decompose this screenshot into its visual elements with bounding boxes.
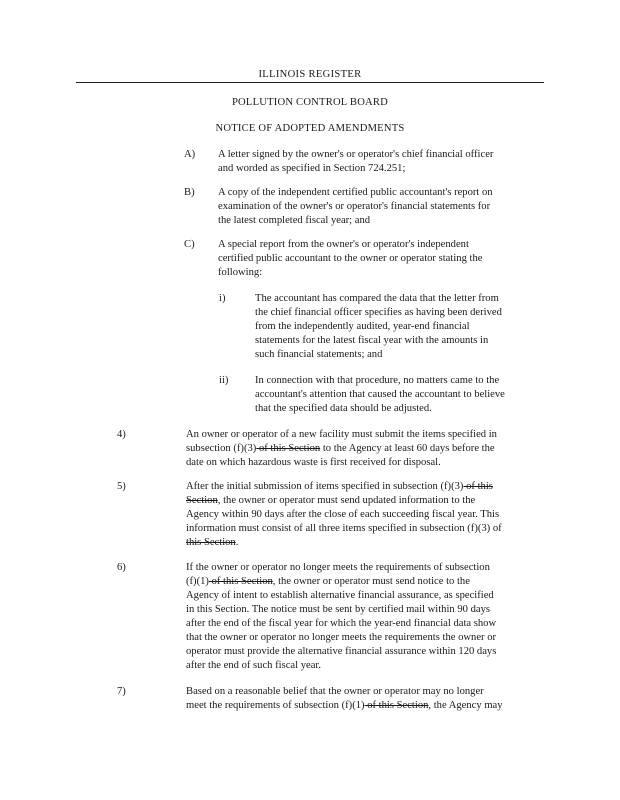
- item-label: C): [184, 239, 195, 250]
- item-text: After the initial submission of items specified in subsection (f)(3) of this Section, the owner or operator must send updated information to the Agency within 90 days after the close of each succeeding fiscal year. This information must consist of all three items specified in subsection (f)(3) of this Section.: [186, 481, 502, 548]
- item-label: i): [219, 293, 226, 304]
- item-text: A copy of the independent certified public accountant's report on examination of the owner's or operator's financial statements for the latest completed fiscal year; and: [218, 187, 493, 226]
- struck-text: of this Section: [256, 443, 321, 454]
- struck-text: of this Section: [208, 576, 273, 587]
- item-text: If the owner or operator no longer meets the requirements of subsection (f)(1) of this Section, the owner or operator must send notice to the Agency of intent to establish alternative financial assurance, as specified in this Section. The notice must be sent by certified mail within 90 days after the end of the fiscal year for which the year-end financial data show that the owner or operator no longer meets the requirements the owner or operator must provide the alternative financial assurance within 120 days after the end of such fiscal year.: [186, 562, 497, 671]
- item-text: Based on a reasonable belief that the owner or operator may no longer meet the requirements of subsection (f)(1) of this Section, the Agency may: [186, 686, 503, 711]
- struck-text: this Section: [186, 537, 236, 548]
- register-title: ILLINOIS REGISTER: [258, 69, 362, 80]
- board-name: POLLUTION CONTROL BOARD: [231, 97, 389, 108]
- item-text: The accountant has compared the data that the letter from the chief financial officer specifies as having been derived from the independently audited, year-end financial statements for the latest fiscal year with the amounts in such financial statements; and: [255, 293, 502, 360]
- item-text: A letter signed by the owner's or operator's chief financial officer and worded as specified in Section 724.251;: [218, 149, 494, 174]
- item-text: An owner or operator of a new facility must submit the items specified in subsection (f)(3) of this Section to the Agency at least 60 days before the date on which hazardous waste is first received for disposal.: [186, 429, 497, 468]
- struck-text: of this Section: [364, 700, 429, 711]
- item-text: In connection with that procedure, no matters came to the accountant's attention that caused the accountant to believe that the specified data should be adjusted.: [255, 375, 505, 414]
- item-label: A): [184, 149, 196, 160]
- notice-title: NOTICE OF ADOPTED AMENDMENTS: [215, 123, 405, 134]
- item-label: 6): [117, 562, 126, 573]
- struck-text: of this: [463, 481, 493, 492]
- item-label: ii): [219, 375, 229, 386]
- struck-text: Section: [186, 495, 218, 506]
- item-label: 5): [117, 481, 126, 492]
- item-text: A special report from the owner's or operator's independent certified public accountant to the owner or operator stating the following:: [218, 239, 483, 278]
- item-label: B): [184, 187, 195, 198]
- item-label: 4): [117, 429, 126, 440]
- item-label: 7): [117, 686, 126, 697]
- header-rule: [76, 82, 544, 83]
